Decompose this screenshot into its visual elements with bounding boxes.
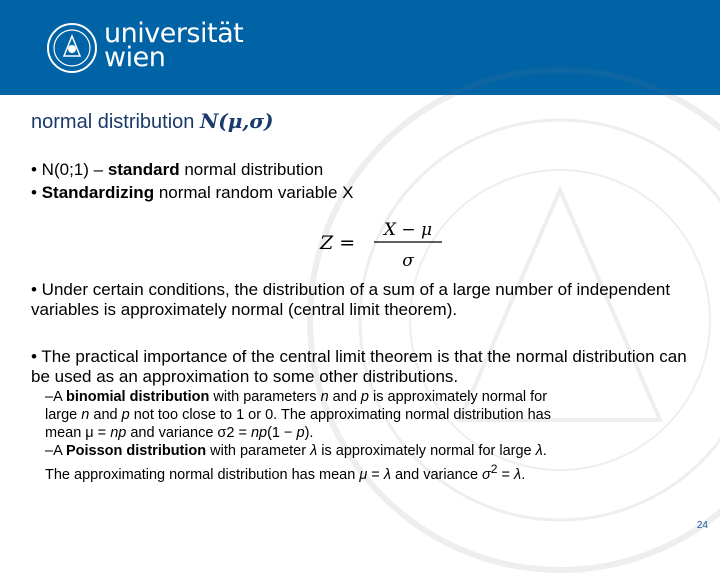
text-italic: λ: [383, 466, 391, 483]
text-bold: binomial distribution: [65, 389, 210, 405]
text: and variance σ2 =: [126, 425, 251, 441]
university-seal-icon: [46, 22, 98, 74]
text: is approximately normal for: [368, 389, 548, 405]
bullet-central-limit: • Under certain conditions, the distribution of a sum of a large number of independent variables is approximately normal (central limit theorem).: [31, 280, 671, 319]
page-number: 24: [696, 520, 708, 531]
formula-numerator: X − μ: [383, 220, 433, 240]
text: with parameter: [206, 443, 311, 459]
text-italic: np: [110, 425, 127, 441]
text: mean μ =: [45, 425, 111, 441]
slide-title: [31, 109, 274, 134]
sub-bullets: [45, 388, 680, 484]
logo-line-2: wien: [104, 42, 166, 73]
sub-line-5: [45, 460, 680, 484]
sub-line-1: [45, 388, 680, 406]
formula-denominator: σ: [402, 251, 414, 271]
text-italic: n: [81, 407, 90, 423]
text: with parameters: [209, 389, 321, 405]
text: not too close to 1 or 0. The approximating normal distribution has: [129, 407, 551, 423]
bullet-bold: standard: [107, 160, 180, 179]
text: .: [521, 466, 526, 483]
text-italic: p: [296, 425, 305, 441]
text-italic: λ: [514, 466, 522, 483]
bullet-group-1: [31, 158, 353, 204]
standardization-formula: [318, 216, 448, 271]
text-italic: λ: [310, 443, 318, 459]
bullet-text: normal distribution: [179, 160, 324, 179]
sub-line-2: [45, 406, 680, 424]
text: and: [89, 407, 122, 423]
bullet-practical-importance: • The practical importance of the central limit theorem is that the normal distribution can be used as an approximation to some other distributions.: [31, 347, 687, 386]
sub-line-4: [45, 442, 680, 460]
text: and variance: [390, 466, 483, 483]
text: and: [328, 389, 361, 405]
text-italic: np: [250, 425, 268, 441]
text: (1 −: [267, 425, 297, 441]
text-italic: p: [121, 407, 130, 423]
university-logo-text: [104, 18, 244, 73]
bullet-standard-normal: [31, 158, 353, 181]
title-text: normal distribution: [31, 111, 200, 133]
formula-lhs: Z =: [320, 232, 356, 254]
text-italic: μ: [359, 466, 368, 483]
bullet-bold: Standardizing: [41, 183, 155, 202]
text-italic: λ: [535, 443, 543, 459]
text-italic: σ: [482, 466, 491, 483]
text-italic: p: [360, 389, 369, 405]
text: –A: [45, 389, 66, 405]
seal-watermark-icon: [300, 60, 720, 580]
bullet-text: • N(0;1) –: [31, 160, 108, 179]
text: The approximating normal distribution has mean: [45, 466, 360, 483]
text: =: [367, 466, 384, 483]
text: .: [542, 443, 547, 459]
logo-line-1: universität: [104, 18, 244, 49]
text: –A: [45, 443, 66, 459]
text: ).: [304, 425, 314, 441]
text: is approximately normal for large: [317, 443, 536, 459]
sub-line-3: [45, 424, 680, 442]
text: large: [45, 407, 82, 423]
text: =: [497, 466, 515, 483]
bullet-standardizing: [31, 181, 353, 204]
text-italic: n: [320, 389, 329, 405]
bullet-text: •: [31, 183, 42, 202]
bullet-text: normal random variable X: [154, 183, 354, 202]
text-sup: 2: [490, 462, 498, 476]
text-bold: Poisson distribution: [65, 443, 207, 459]
title-symbol: N(μ,σ): [199, 109, 274, 133]
